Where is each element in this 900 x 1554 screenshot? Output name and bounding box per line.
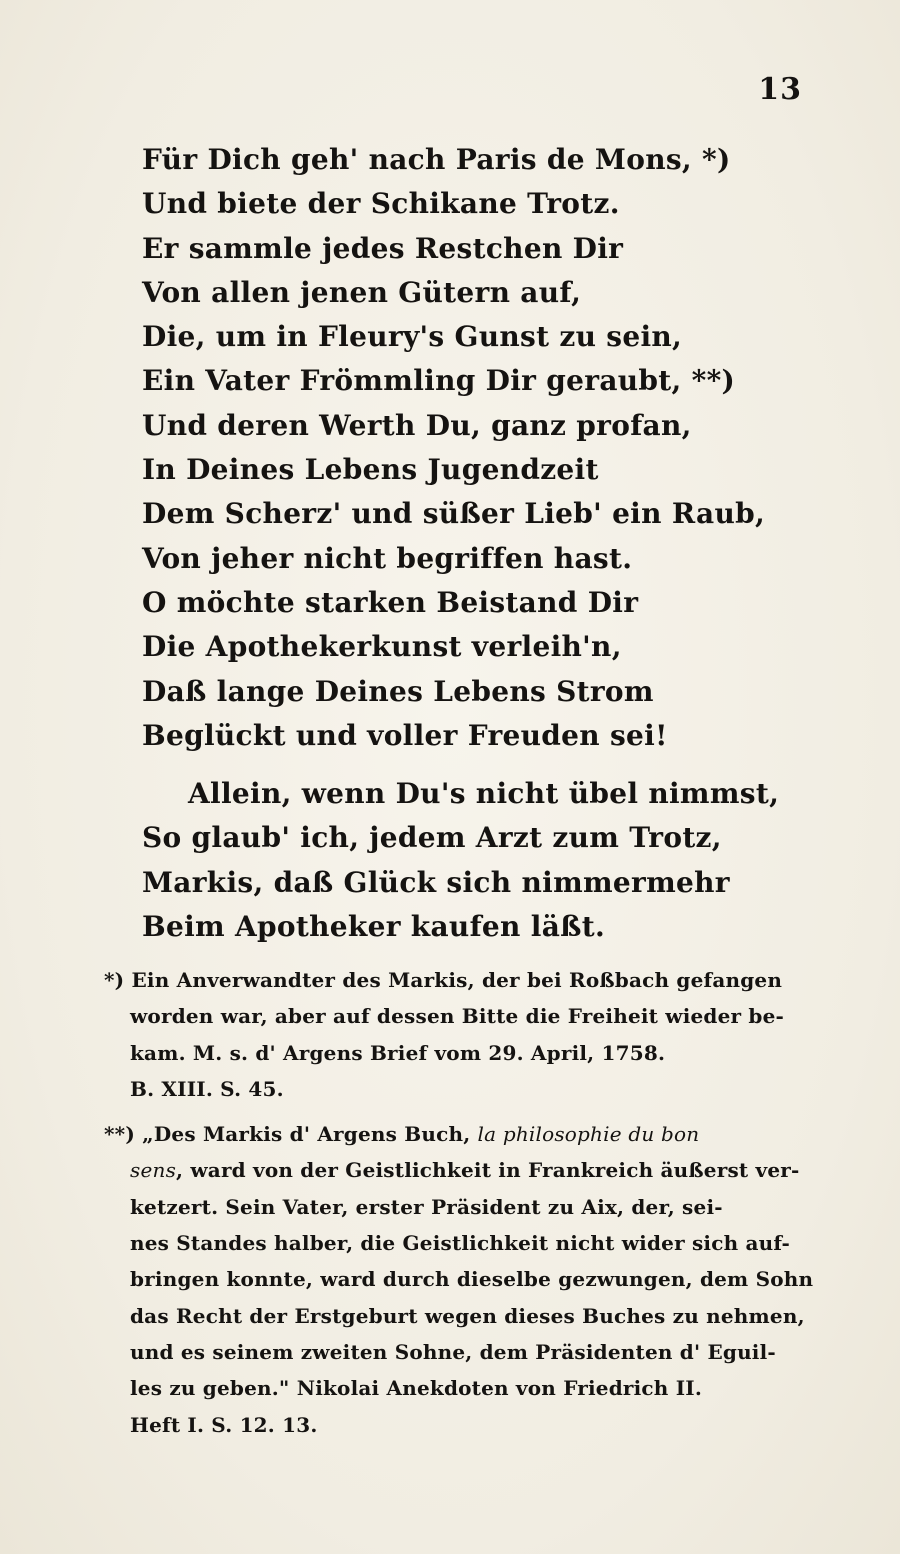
page-number: 13 <box>758 72 802 107</box>
poem-stanza-2 <box>142 772 822 949</box>
poem-verse: O möchte starken Beistand Dir <box>142 585 639 619</box>
poem-verse: Von allen jenen Gütern auf, <box>142 275 582 309</box>
poem-verse: Markis, daß Glück sich nimmermehr <box>142 865 730 899</box>
footnote-line: worden war, aber auf dessen Bitte die Freiheit wieder be- <box>130 1004 785 1029</box>
poem-verse: Und deren Werth Du, ganz profan, <box>142 408 692 442</box>
footnote-line: ketzert. Sein Vater, erster Präsident zu Aix, der, sei- <box>130 1194 723 1219</box>
footnote-1 <box>104 962 798 1107</box>
footnote-line: das Recht der Erstgeburt wegen dieses Buches zu nehmen, <box>130 1303 805 1328</box>
footnote-text: , ward von der Geistlichkeit in Frankreich äußerst ver- <box>176 1158 800 1183</box>
footnote-line: und es seinem zweiten Sohne, dem Präsidenten d' Eguil- <box>130 1339 776 1364</box>
poem-verse: Die Apothekerkunst verleih'n, <box>142 630 622 664</box>
poem-verse: Und biete der Schikane Trotz. <box>142 187 620 221</box>
poem-verse: In Deines Lebens Jugendzeit <box>142 453 599 487</box>
poem-verse: Daß lange Deines Lebens Strom <box>142 674 654 708</box>
poem-verse: Für Dich geh' nach Paris de Mons, *) <box>142 143 731 176</box>
poem-stanza-1 <box>142 138 822 758</box>
poem-verse: Dem Scherz' und süßer Lieb' ein Raub, <box>142 497 766 531</box>
footnote-line <box>104 1152 798 1188</box>
footnote-line: les zu geben." Nikolai Anekdoten von Friedrich II. <box>130 1376 702 1401</box>
footnote-2 <box>104 1116 814 1443</box>
footnote-line <box>104 1116 798 1152</box>
footnote-line: B. XIII. S. 45. <box>130 1076 284 1101</box>
book-title-italic: sens <box>130 1158 177 1183</box>
poem-verse: Er sammle jedes Restchen Dir <box>142 231 624 265</box>
poem-verse: Von jeher nicht begriffen hast. <box>142 541 633 575</box>
footnote-line: nes Standes halber, die Geistlichkeit nicht wider sich auf- <box>130 1231 790 1256</box>
poem <box>142 138 822 949</box>
poem-verse: Die, um in Fleury's Gunst zu sein, <box>142 320 683 354</box>
poem-verse: Beim Apotheker kaufen läßt. <box>142 910 605 944</box>
poem-verse: Beglückt und voller Freuden sei! <box>142 718 668 752</box>
footnote-line: kam. M. s. d' Argens Brief vom 29. April, 1758. <box>130 1040 666 1065</box>
footnote-line: bringen konnte, ward durch dieselbe gezwungen, dem Sohn <box>130 1267 814 1292</box>
poem-verse: Allein, wenn Du's nicht übel nimmst, <box>188 777 780 811</box>
footnote-line: Heft I. S. 12. 13. <box>130 1412 318 1437</box>
book-title-italic: la philosophie du bon <box>477 1122 700 1147</box>
footnote-text: **) „Des Markis d' Argens Buch, <box>104 1122 478 1147</box>
poem-verse: So glaub' ich, jedem Arzt zum Trotz, <box>142 821 722 855</box>
footnote-line: *) Ein Anverwandter des Markis, der bei Roßbach gefangen <box>104 968 783 992</box>
footnotes <box>104 962 814 1443</box>
poem-verse: Ein Vater Frömmling Dir geraubt, **) <box>142 364 736 398</box>
